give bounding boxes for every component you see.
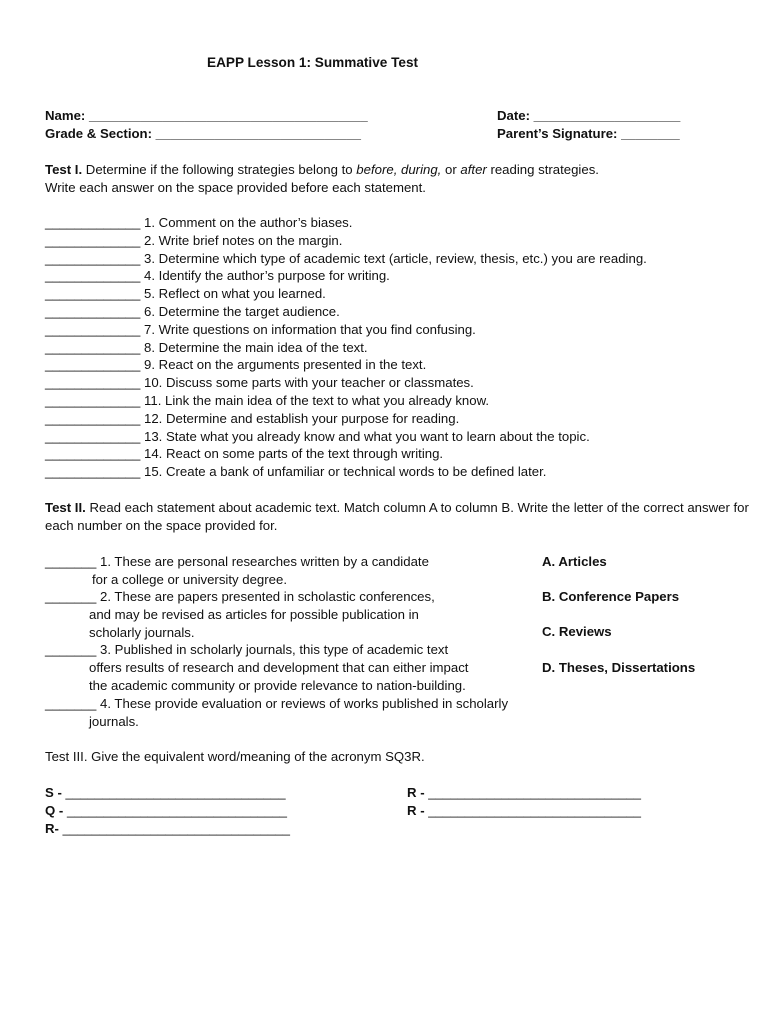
sq3r-r3-label: R -	[407, 803, 429, 818]
choice-c: C. Reviews	[542, 624, 612, 639]
test2-question-2-cont: scholarly journals.	[89, 625, 195, 640]
sq3r-r2	[407, 785, 641, 801]
test1-item: _____________ 14. React on some parts of the text through writing.	[45, 446, 444, 461]
sq3r-s-label: S -	[45, 785, 66, 800]
sq3r-q	[45, 803, 287, 819]
test1-instructions	[45, 162, 599, 178]
test3-instructions: Test III. Give the equivalent word/meaning of the acronym SQ3R.	[45, 749, 425, 764]
test1-instr-or: or	[441, 162, 461, 177]
test1-item: _____________ 10. Discuss some parts with your teacher or classmates.	[45, 375, 474, 390]
test2-instructions-line2: each number on the space provided for.	[45, 518, 278, 533]
test1-item: _____________ 11. Link the main idea of the text to what you already know.	[45, 393, 490, 408]
test1-label: Test I.	[45, 162, 83, 177]
test1-item: _____________ 1. Comment on the author’s biases.	[45, 215, 353, 230]
sq3r-r3	[407, 803, 641, 819]
sq3r-r1-blank: _______________________________	[62, 821, 290, 836]
test1-item: _____________ 6. Determine the target audience.	[45, 304, 340, 319]
name-field: Name: ______________________________________	[45, 108, 368, 123]
sq3r-q-blank: ______________________________	[66, 803, 288, 818]
sq3r-r2-blank: _____________________________	[428, 785, 641, 800]
test1-item: _____________ 5. Reflect on what you learned.	[45, 286, 326, 301]
test2-label: Test II.	[45, 500, 86, 515]
sq3r-r1	[45, 821, 290, 837]
sq3r-r2-label: R -	[407, 785, 429, 800]
sq3r-s-blank: ______________________________	[65, 785, 286, 800]
test2-question-1: _______ 1. These are personal researches written by a candidate	[45, 554, 429, 569]
grade-section-field: Grade & Section: ____________________________	[45, 126, 362, 141]
test1-instr-text: Determine if the following strategies belong to	[82, 162, 357, 177]
test2-instr-text: Read each statement about academic text. Match column A to column B. Write the letter of the correct answer for	[85, 500, 749, 515]
test1-item: _____________ 3. Determine which type of academic text (article, review, thesis, etc.) you are reading.	[45, 251, 647, 266]
sq3r-r1-label: R-	[45, 821, 63, 836]
test2-question-4: _______ 4. These provide evaluation or reviews of works published in scholarly	[45, 696, 509, 711]
test1-item: _____________ 4. Identify the author’s purpose for writing.	[45, 268, 390, 283]
sq3r-s	[45, 785, 286, 801]
choice-a: A. Articles	[542, 554, 607, 569]
test2-question-4-cont: journals.	[89, 714, 139, 729]
test1-instructions-line2: Write each answer on the space provided before each statement.	[45, 180, 426, 195]
sq3r-q-label: Q -	[45, 803, 67, 818]
test2-instructions	[45, 500, 749, 516]
choice-d: D. Theses, Dissertations	[542, 660, 696, 675]
document-title: EAPP Lesson 1: Summative Test	[207, 55, 419, 70]
test2-question-2-cont: and may be revised as articles for possible publication in	[89, 607, 419, 622]
test1-instr-end: reading strategies.	[486, 162, 599, 177]
test1-instr-after: after	[460, 162, 487, 177]
test1-instr-before: before, during,	[356, 162, 442, 177]
test2-question-3-cont: the academic community or provide relevance to nation-building.	[89, 678, 466, 693]
sq3r-r3-blank: _____________________________	[428, 803, 641, 818]
test2-question-2: _______ 2. These are papers presented in scholastic conferences,	[45, 589, 435, 604]
test2-question-1-cont: for a college or university degree.	[92, 572, 287, 587]
test1-item: _____________ 2. Write brief notes on the margin.	[45, 233, 343, 248]
test1-item: _____________ 9. React on the arguments presented in the text.	[45, 357, 427, 372]
test1-item: _____________ 13. State what you already know and what you want to learn about the topic.	[45, 429, 590, 444]
test2-question-3-cont: offers results of research and development that can either impact	[89, 660, 469, 675]
date-field: Date: ____________________	[497, 108, 681, 123]
test1-item: _____________ 12. Determine and establish your purpose for reading.	[45, 411, 460, 426]
parent-signature-field: Parent’s Signature: ________	[497, 126, 680, 141]
test1-item: _____________ 8. Determine the main idea of the text.	[45, 340, 368, 355]
test1-item: _____________ 15. Create a bank of unfamiliar or technical words to be defined later.	[45, 464, 547, 479]
test1-item: _____________ 7. Write questions on information that you find confusing.	[45, 322, 476, 337]
choice-b: B. Conference Papers	[542, 589, 680, 604]
test2-question-3: _______ 3. Published in scholarly journals, this type of academic text	[45, 642, 449, 657]
